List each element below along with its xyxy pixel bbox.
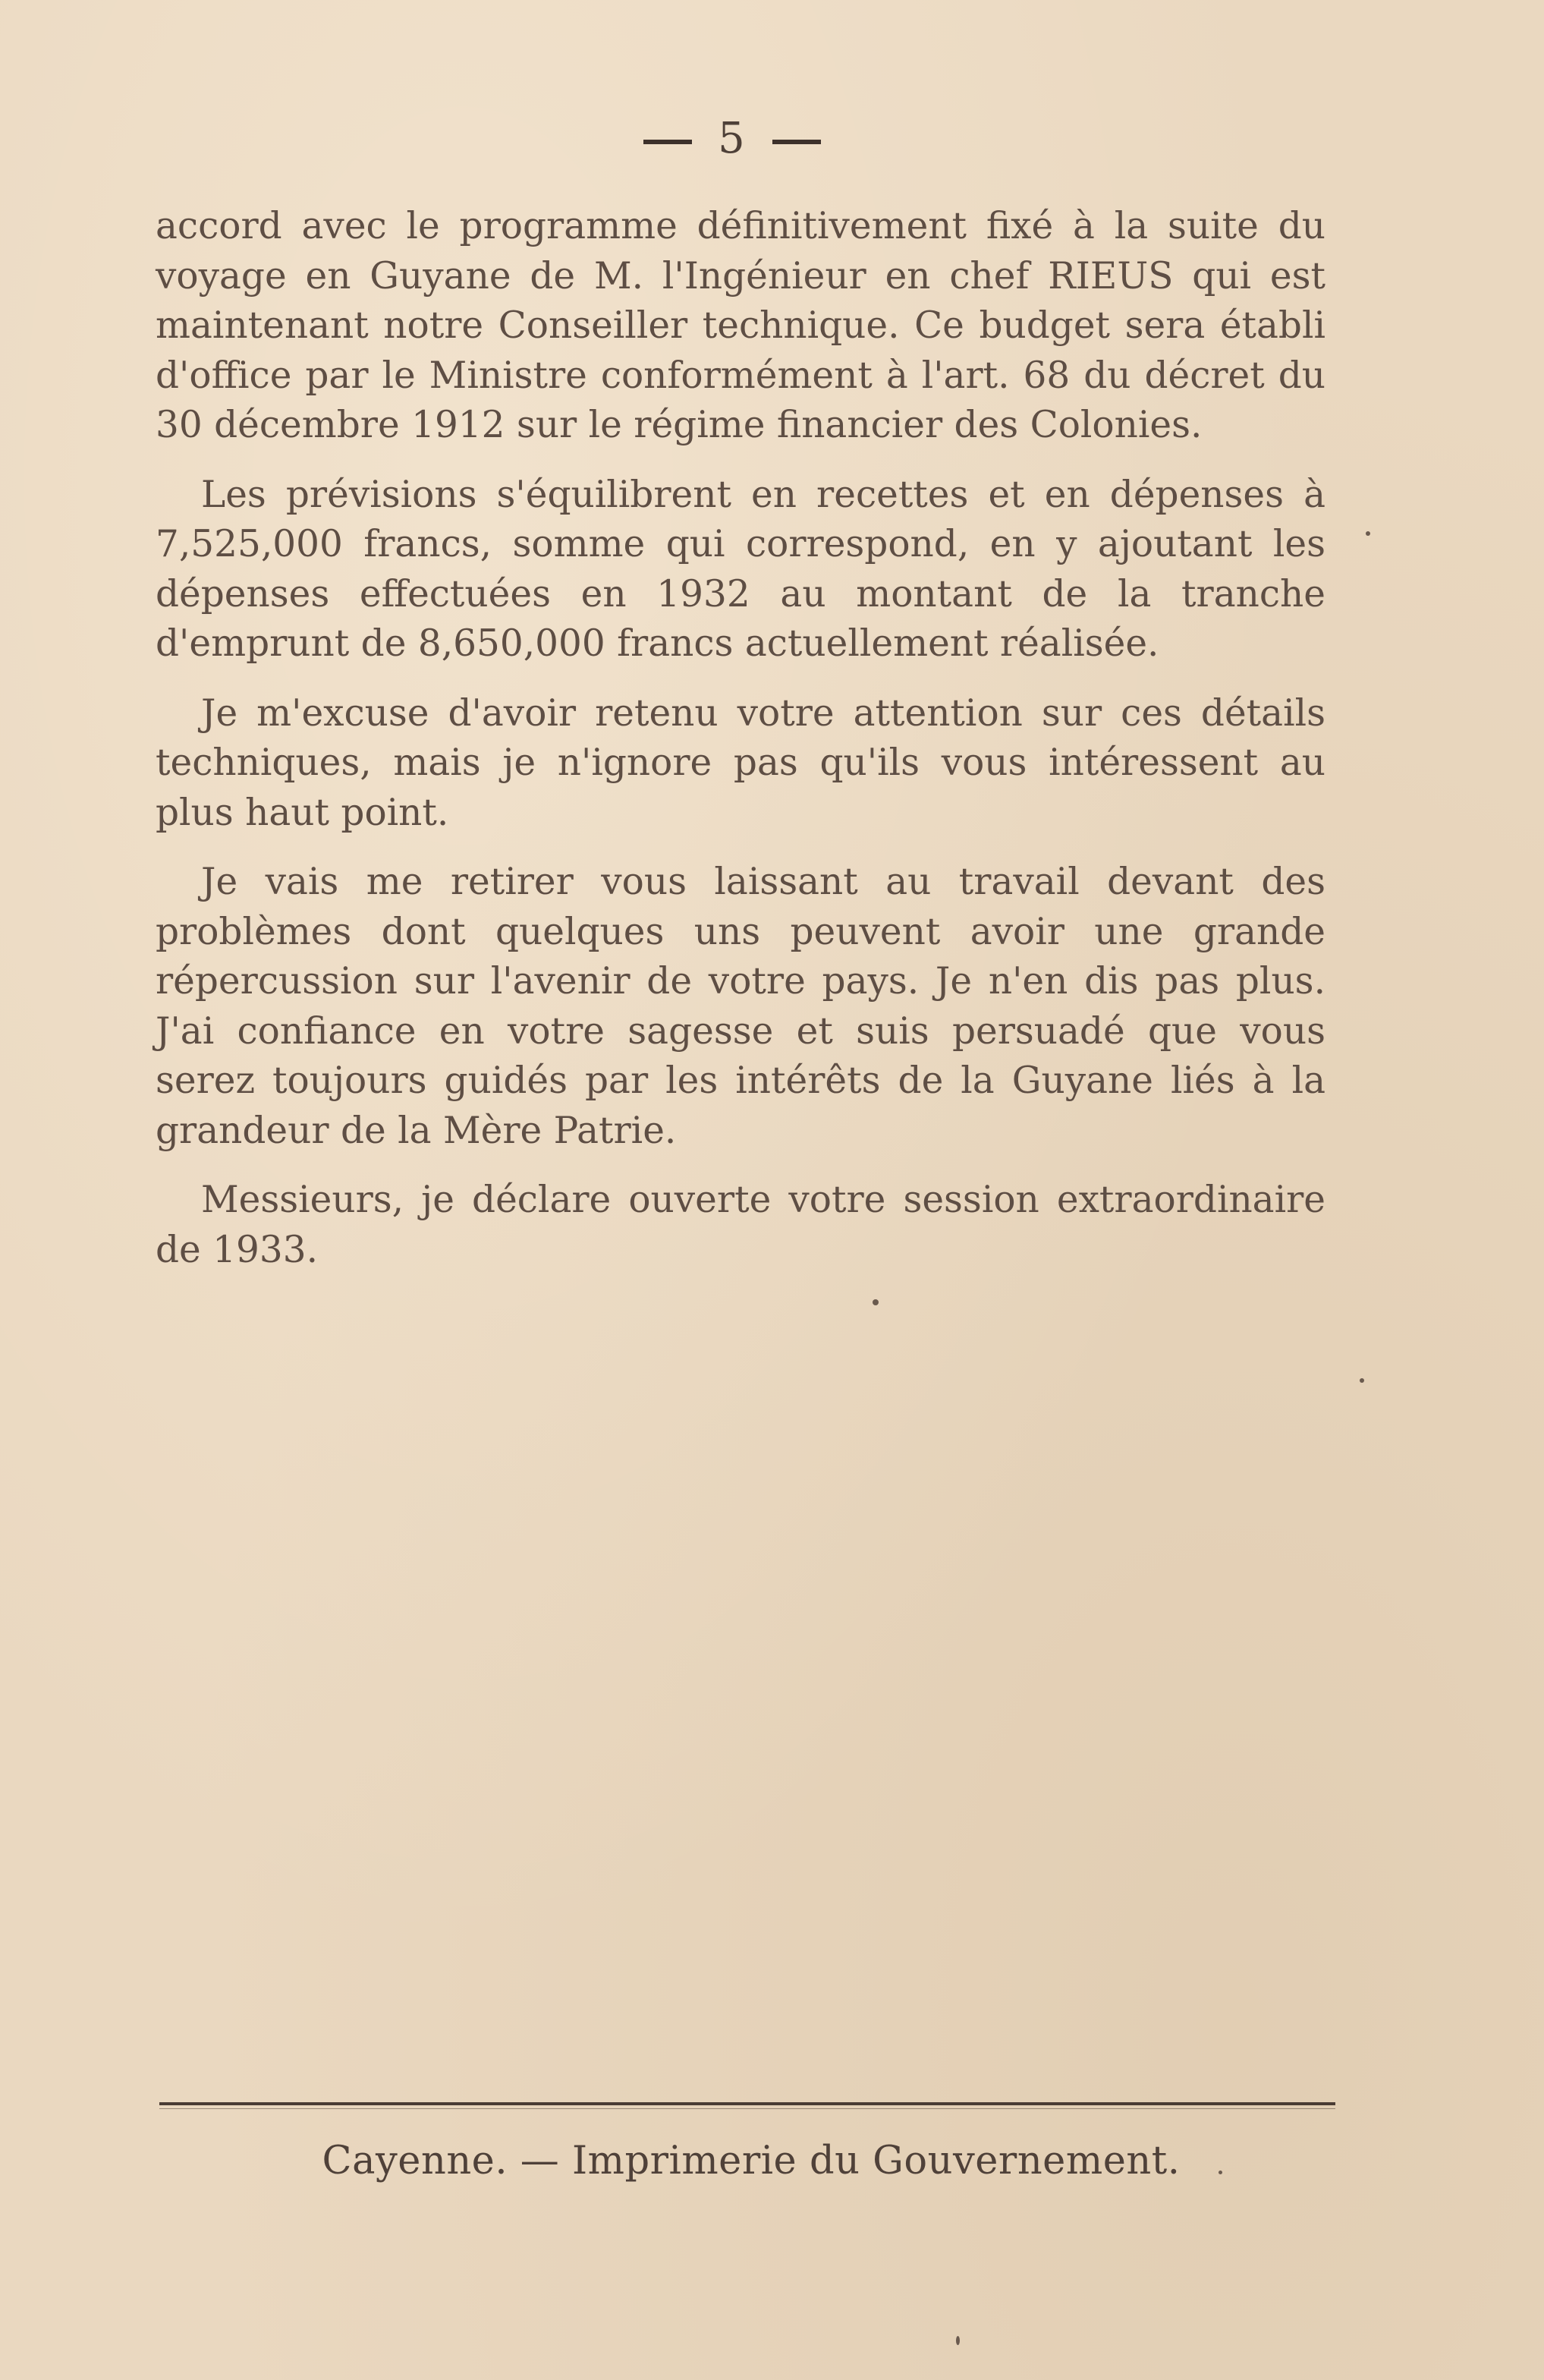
paper-speck: [1366, 531, 1370, 536]
paper-speck: [1219, 2171, 1222, 2174]
paragraph-budget: accord avec le programme définitivement fixé à la suite du voyage en Guyane de M. l'Ingénieur en chef RIEUS qui est maintenant notre Conseiller technique. Ce budget sera établi d'office par le Ministre conformément à l'art. 68 du décret du 30 décembre 1912 sur le régime financier des Colonies.: [156, 205, 1325, 446]
paper-speck: [873, 1299, 879, 1305]
page-number-dash-right: [772, 140, 821, 144]
page-number-value: 5: [718, 114, 747, 163]
footer-rule-shadow: [159, 2108, 1335, 2109]
paragraph-previsions: Les prévisions s'équilibrent en recettes et en dépenses à 7,525,000 francs, somme qui correspond, en y ajoutant les dépenses effectuées en 1932 au montant de la tranche d'emprunt de 8,650,000 francs actuellement réalisée.: [156, 473, 1325, 665]
footer-rule: [159, 2102, 1335, 2105]
paragraph-retirer: Je vais me retirer vous laissant au travail devant des problèmes dont quelques uns peuvent avoir une grande répercussion sur l'avenir de votre pays. Je n'en dis pas plus. J'ai confiance en votre sagesse et suis persuadé que vous serez toujours guidés par les intérêts de la Guyane liés à la grandeur de la Mère Patrie.: [156, 861, 1325, 1152]
paper-speck: [1360, 1378, 1364, 1383]
page-number: [0, 114, 1464, 163]
paragraph-excuse: Je m'excuse d'avoir retenu votre attention sur ces détails techniques, mais je n'ignore pas qu'ils vous intéressent au plus haut point.: [156, 691, 1325, 834]
page-number-dash-left: [643, 140, 692, 144]
paper-speck: [956, 2336, 960, 2345]
body-text: [156, 202, 1325, 1295]
imprint-line: Cayenne. — Imprimerie du Gouvernement.: [322, 2139, 1181, 2183]
paragraph-ouverture: Messieurs, je déclare ouverte votre session extraordinaire de 1933.: [156, 1179, 1325, 1271]
